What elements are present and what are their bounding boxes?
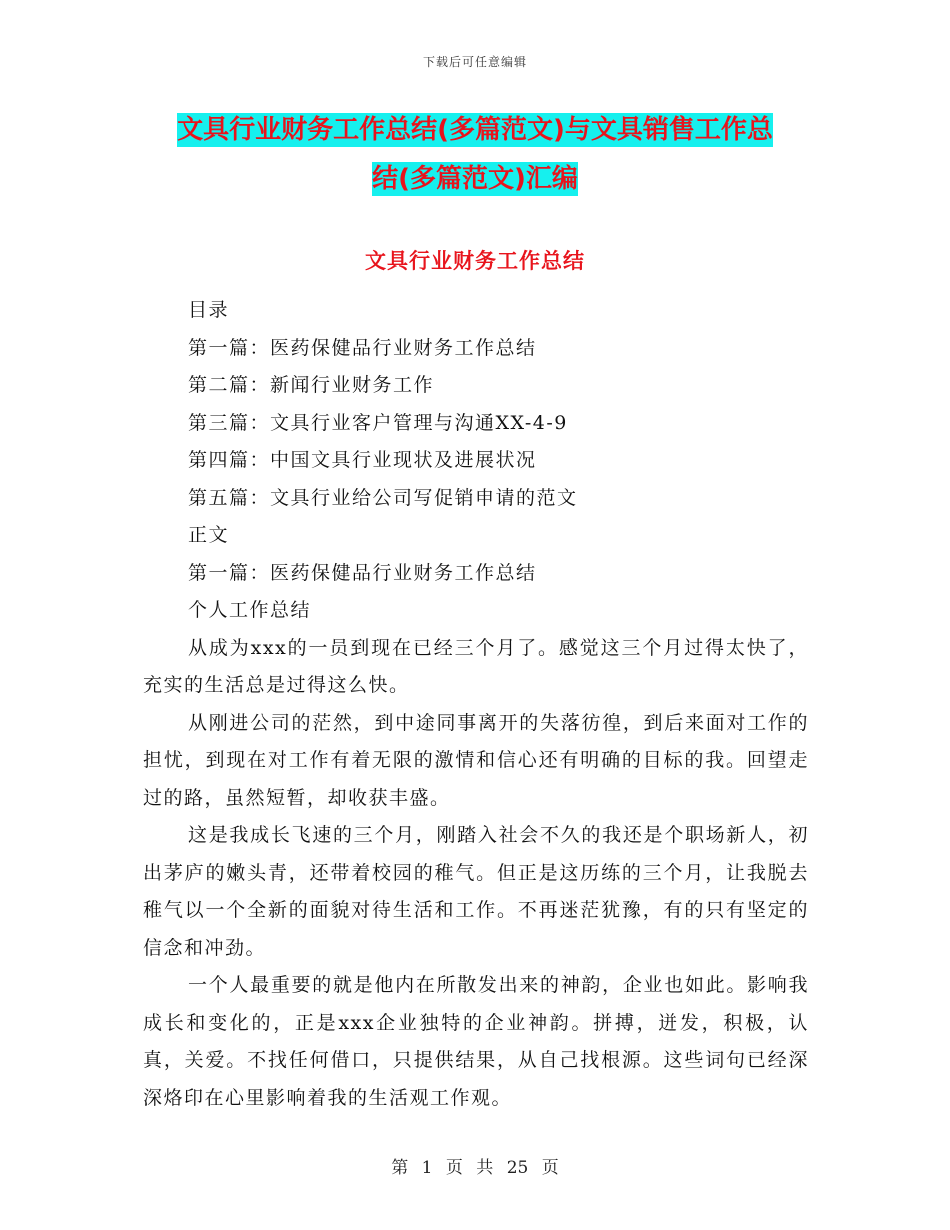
chapter-heading: 第一篇：医药保健品行业财务工作总结 bbox=[188, 561, 537, 584]
toc-item-3: 第三篇：文具行业客户管理与沟通XX-4-9 bbox=[188, 411, 568, 434]
header-note: 下载后可任意编辑 bbox=[422, 55, 527, 69]
toc-item-2: 第二篇：新闻行业财务工作 bbox=[188, 374, 435, 396]
chapter-subheading: 个人工作总结 bbox=[188, 599, 312, 621]
toc-item-4: 第四篇：中国文具行业现状及进展状况 bbox=[188, 449, 537, 471]
page-number: 第 1 页 共 25 页 bbox=[391, 1158, 559, 1178]
body-heading: 正文 bbox=[188, 524, 230, 546]
toc-item-5: 第五篇：文具行业给公司写促销申请的范文 bbox=[188, 486, 578, 509]
document-title bbox=[0, 106, 950, 204]
section-title: 文具行业财务工作总结 bbox=[365, 249, 585, 273]
paragraph-1: 从成为xxx的一员到现在已经三个月了。感觉这三个月过得太快了，充实的生活总是过得这么快。 bbox=[143, 636, 809, 696]
paragraph-3: 这是我成长飞速的三个月，刚踏入社会不久的我还是个职场新人，初出茅庐的嫩头青，还带着校园的稚气。但正是这历练的三个月，让我脱去稚气以一个全新的面貌对待生活和工作。不再迷茫犹豫，有的只有坚定的信念和冲劲。 bbox=[143, 824, 809, 959]
document-body bbox=[143, 292, 809, 1117]
toc-item-1: 第一篇：医药保健品行业财务工作总结 bbox=[188, 336, 537, 359]
toc-heading: 目录 bbox=[188, 299, 230, 321]
paragraph-2: 从刚进公司的茫然，到中途同事离开的失落彷徨，到后来面对工作的担忧，到现在对工作有着无限的激情和信心还有明确的目标的我。回望走过的路，虽然短暂，却收获丰盛。 bbox=[143, 711, 809, 809]
document-title-line-2: 结(多篇范文)汇编 bbox=[372, 164, 578, 194]
paragraph-4: 一个人最重要的就是他内在所散发出来的神韵，企业也如此。影响我成长和变化的，正是xxx企业独特的企业神韵。拼搏，迸发，积极，认真，关爱。不找任何借口，只提供结果，从自己找根源。这些词句已经深深烙印在心里影响着我的生活观工作观。 bbox=[143, 974, 809, 1109]
document-title-line-1: 文具行业财务工作总结(多篇范文)与文具销售工作总 bbox=[177, 115, 773, 145]
